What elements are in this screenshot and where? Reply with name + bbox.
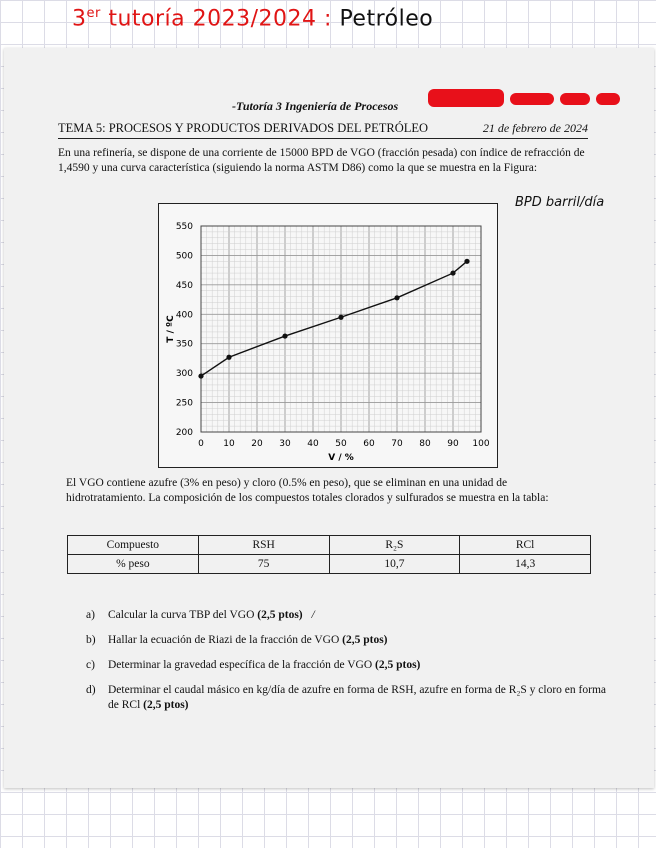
y-tick-label: 200 xyxy=(175,428,193,438)
topic-heading: TEMA 5: PROCESOS Y PRODUCTOS DERIVADOS DEL PETRÓLEO xyxy=(58,121,429,135)
question-text: Calcular la curva TBP del VGO xyxy=(108,609,255,621)
y-tick-label: 400 xyxy=(175,310,193,321)
table-header-cell: Compuesto xyxy=(68,536,199,555)
question-label: c) xyxy=(86,659,95,671)
question-points: (2,5 ptos) xyxy=(257,609,303,621)
y-tick-label: 250 xyxy=(175,398,193,409)
handwritten-note: BPD barril/día xyxy=(515,195,605,210)
x-tick-label: 100 xyxy=(472,439,490,449)
table-header-cell: RCl xyxy=(460,536,591,555)
check-mark: / xyxy=(311,609,315,621)
redaction-mark xyxy=(428,89,504,107)
x-tick-label: 50 xyxy=(335,439,347,449)
data-point xyxy=(338,315,343,320)
table-cell: 75 xyxy=(198,555,329,574)
data-point xyxy=(282,333,287,338)
note-word: tutoría xyxy=(108,6,186,32)
table-cell: 10,7 xyxy=(329,555,460,574)
note-title xyxy=(72,6,433,31)
table-cell: 14,3 xyxy=(460,555,591,574)
question-points: (2,5 ptos) xyxy=(342,634,388,646)
y-tick-label: 300 xyxy=(175,369,193,380)
composition-paragraph: El VGO contiene azufre (3% en peso) y cloro (0.5% en peso), que se eliminan en una unidad de hidrotratamiento. La composición de los compuestos totales clorados y sulfurados se muestra en la tabla: xyxy=(66,477,549,504)
question-label: b) xyxy=(86,634,96,646)
x-tick-label: 40 xyxy=(307,439,319,449)
table-header-cell: R₂S xyxy=(329,536,460,555)
note-subject: Petróleo xyxy=(339,6,434,32)
table-header-row xyxy=(68,536,591,555)
x-tick-label: 70 xyxy=(391,439,403,449)
question-text: Determinar el caudal másico en kg/día de azufre en forma de RSH, azufre en forma de R₂S y cloro en forma de RCl xyxy=(108,684,606,711)
data-point xyxy=(464,259,469,264)
intro-paragraph: En una refinería, se dispone de una corriente de 15000 BPD de VGO (fracción pesada) con índice de refracción de 1,4590 y una curva característica (siguiendo la norma ASTM D86) como la que se muestra en la Figura: xyxy=(58,147,585,174)
series-line xyxy=(201,261,467,376)
note-ordinal-suffix: er xyxy=(86,6,101,21)
x-tick-label: 60 xyxy=(363,439,375,449)
x-tick-label: 90 xyxy=(447,439,459,449)
exam-date: 21 de febrero de 2024 xyxy=(482,121,588,135)
x-tick-label: 0 xyxy=(198,439,204,449)
note-ordinal: 3 xyxy=(72,6,87,32)
x-axis-label: V / % xyxy=(328,453,354,463)
composition-table xyxy=(67,535,591,574)
redaction-mark xyxy=(596,93,620,105)
note-colon: : xyxy=(324,6,332,32)
question-points: (2,5 ptos) xyxy=(375,659,421,671)
questions-list xyxy=(86,608,606,723)
redaction-mark xyxy=(560,93,590,105)
question-label: d) xyxy=(86,684,96,696)
tutoria-title: -Tutoría 3 Ingeniería de Procesos xyxy=(232,99,399,113)
table-header-cell: RSH xyxy=(198,536,329,555)
question-text: Determinar la gravedad específica de la fracción de VGO xyxy=(108,659,373,671)
data-point xyxy=(394,295,399,300)
x-tick-label: 30 xyxy=(279,439,291,449)
y-tick-label: 350 xyxy=(175,339,193,350)
note-year: 2023/2024 xyxy=(192,6,317,32)
question-label: a) xyxy=(86,609,95,621)
question-item xyxy=(86,658,606,673)
table-cell: % peso xyxy=(68,555,199,574)
y-tick-label: 500 xyxy=(175,251,193,262)
x-tick-label: 20 xyxy=(251,439,263,449)
data-point xyxy=(198,373,203,378)
data-point xyxy=(450,270,455,275)
question-item xyxy=(86,608,606,623)
sheet-header xyxy=(58,121,588,139)
x-tick-label: 80 xyxy=(419,439,431,449)
question-points: (2,5 ptos) xyxy=(143,699,189,711)
distillation-chart xyxy=(158,203,498,468)
y-tick-label: 550 xyxy=(175,222,193,232)
data-point xyxy=(226,355,231,360)
x-tick-label: 10 xyxy=(223,439,235,449)
y-tick-label: 450 xyxy=(175,280,193,291)
question-item xyxy=(86,633,606,648)
question-text: Hallar la ecuación de Riazi de la fracción de VGO xyxy=(108,634,340,646)
y-axis-label: T / ºC xyxy=(166,315,176,343)
chart-svg xyxy=(159,204,497,467)
redaction-mark xyxy=(510,93,554,105)
table-row xyxy=(68,555,591,574)
question-item xyxy=(86,683,606,713)
